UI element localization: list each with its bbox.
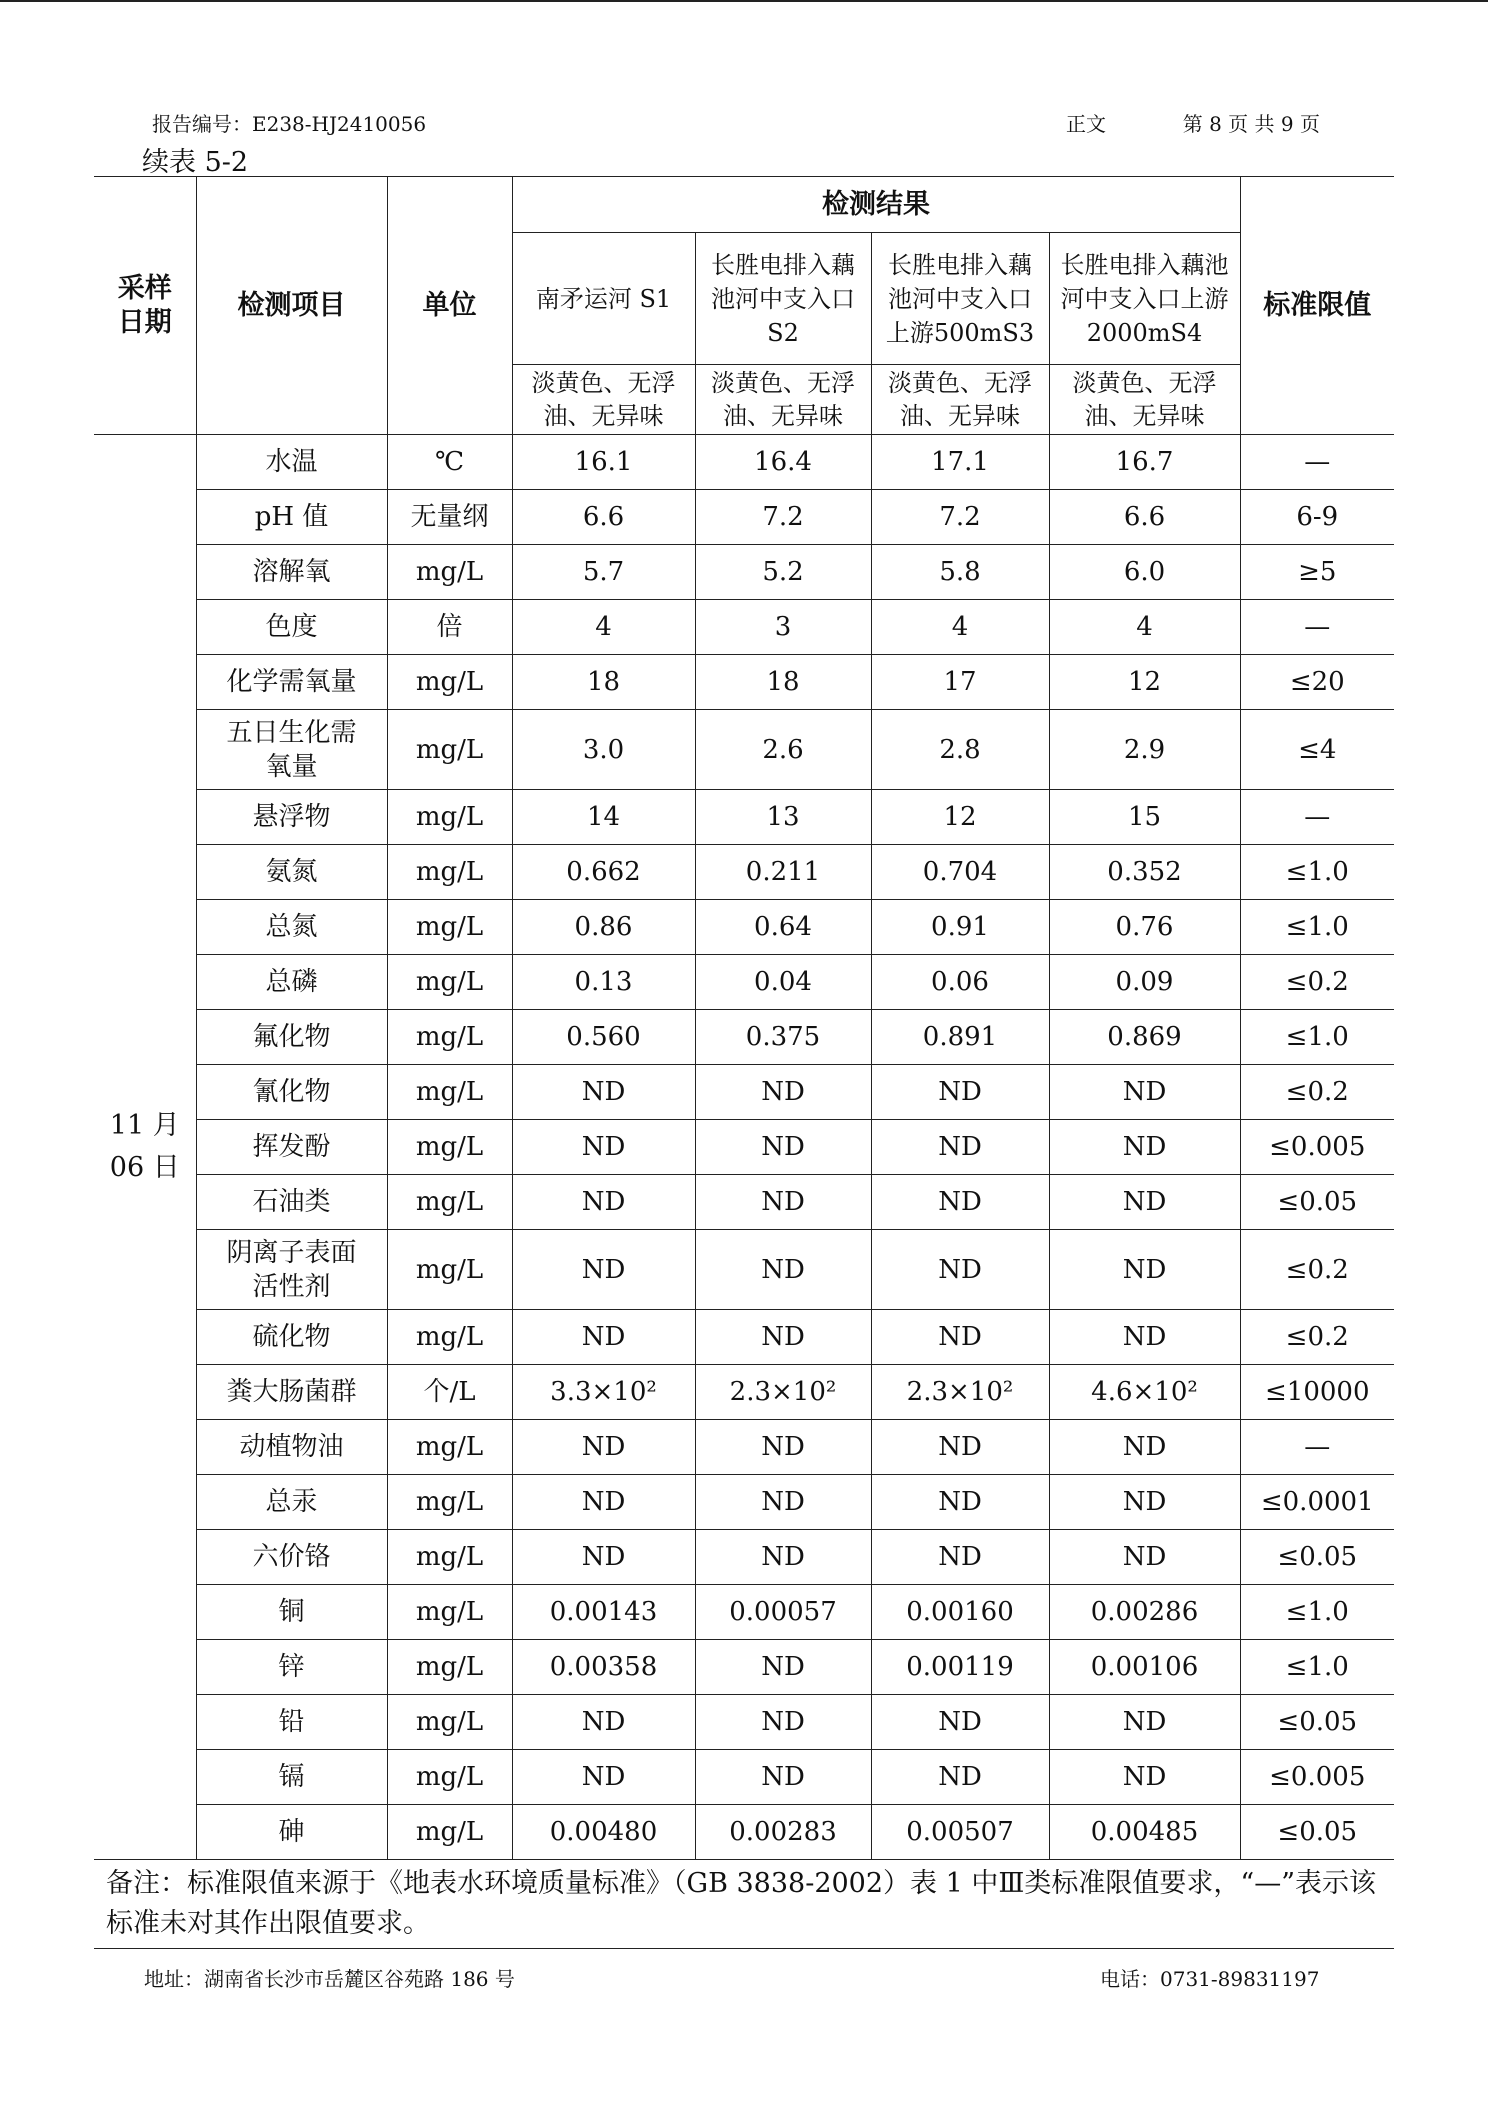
value-cell-s2: 3 xyxy=(695,600,871,655)
table-row xyxy=(94,1420,1394,1475)
value-cell-s2: 2.3×10² xyxy=(695,1365,871,1420)
value-cell-s4: 4.6×10² xyxy=(1049,1365,1240,1420)
value-cell-s2: ND xyxy=(695,1640,871,1695)
unit-cell: 个/L xyxy=(387,1365,512,1420)
table-title: 续表 5-2 xyxy=(142,147,249,178)
section-label: 正文 xyxy=(1066,112,1106,136)
results-table xyxy=(94,176,1394,1949)
table-row xyxy=(94,845,1394,900)
table-row xyxy=(94,710,1394,790)
item-cell: 锌 xyxy=(196,1640,387,1695)
table-row xyxy=(94,955,1394,1010)
unit-cell: mg/L xyxy=(387,710,512,790)
table-row xyxy=(94,655,1394,710)
value-cell-s3: 0.06 xyxy=(871,955,1049,1010)
value-cell-s2: ND xyxy=(695,1530,871,1585)
unit-cell: mg/L xyxy=(387,545,512,600)
table-row xyxy=(94,1475,1394,1530)
limit-cell: ≤0.005 xyxy=(1240,1750,1394,1805)
value-cell-s2: ND xyxy=(695,1475,871,1530)
item-cell: 化学需氧量 xyxy=(196,655,387,710)
value-cell-s1: 0.00143 xyxy=(512,1585,695,1640)
table-row xyxy=(94,1530,1394,1585)
item-cell: 色度 xyxy=(196,600,387,655)
header-limit: 标准限值 xyxy=(1240,177,1394,435)
page-top-rule xyxy=(0,0,1488,2)
value-cell-s2: ND xyxy=(695,1175,871,1230)
value-cell-s2: 5.2 xyxy=(695,545,871,600)
value-cell-s4: 0.09 xyxy=(1049,955,1240,1010)
item-cell: 粪大肠菌群 xyxy=(196,1365,387,1420)
table-row xyxy=(94,435,1394,490)
footer-phone: 电话：0731-89831197 xyxy=(1100,1967,1320,1991)
value-cell-s2: ND xyxy=(695,1695,871,1750)
unit-cell: mg/L xyxy=(387,1230,512,1310)
unit-cell: mg/L xyxy=(387,1420,512,1475)
value-cell-s4: 16.7 xyxy=(1049,435,1240,490)
value-cell-s2: ND xyxy=(695,1310,871,1365)
value-cell-s3: ND xyxy=(871,1475,1049,1530)
page-header-right xyxy=(1066,108,1320,137)
unit-cell: ℃ xyxy=(387,435,512,490)
value-cell-s2: 2.6 xyxy=(695,710,871,790)
value-cell-s4: ND xyxy=(1049,1530,1240,1585)
value-cell-s4: 2.9 xyxy=(1049,710,1240,790)
value-cell-s1: 0.00358 xyxy=(512,1640,695,1695)
item-cell: 水温 xyxy=(196,435,387,490)
value-cell-s2: 0.375 xyxy=(695,1010,871,1065)
value-cell-s1: 5.7 xyxy=(512,545,695,600)
item-cell: 总磷 xyxy=(196,955,387,1010)
value-cell-s3: 7.2 xyxy=(871,490,1049,545)
table-row xyxy=(94,490,1394,545)
limit-cell: ≤0.0001 xyxy=(1240,1475,1394,1530)
value-cell-s4: 15 xyxy=(1049,790,1240,845)
limit-cell: — xyxy=(1240,1420,1394,1475)
value-cell-s1: 16.1 xyxy=(512,435,695,490)
header-unit: 单位 xyxy=(387,177,512,435)
value-cell-s1: 14 xyxy=(512,790,695,845)
value-cell-s1: 3.3×10² xyxy=(512,1365,695,1420)
value-cell-s1: ND xyxy=(512,1530,695,1585)
unit-cell: mg/L xyxy=(387,1175,512,1230)
item-cell: 氰化物 xyxy=(196,1065,387,1120)
item-cell: 悬浮物 xyxy=(196,790,387,845)
report-number: 报告编号：E238-HJ2410056 xyxy=(152,112,427,136)
limit-cell: — xyxy=(1240,790,1394,845)
value-cell-s1: ND xyxy=(512,1065,695,1120)
value-cell-s1: ND xyxy=(512,1230,695,1310)
value-cell-s3: ND xyxy=(871,1310,1049,1365)
item-cell: pH 值 xyxy=(196,490,387,545)
value-cell-s3: 17 xyxy=(871,655,1049,710)
value-cell-s3: 5.8 xyxy=(871,545,1049,600)
site-s4: 长胜电排入藕池河中支入口上游 2000mS4 xyxy=(1049,233,1240,365)
value-cell-s1: ND xyxy=(512,1175,695,1230)
table-row xyxy=(94,600,1394,655)
value-cell-s2: ND xyxy=(695,1420,871,1475)
value-cell-s3: ND xyxy=(871,1530,1049,1585)
site-s3: 长胜电排入藕池河中支入口上游500mS3 xyxy=(871,233,1049,365)
limit-cell: ≤4 xyxy=(1240,710,1394,790)
value-cell-s4: 6.0 xyxy=(1049,545,1240,600)
value-cell-s3: 0.00507 xyxy=(871,1805,1049,1860)
value-cell-s3: ND xyxy=(871,1065,1049,1120)
results-table-wrapper xyxy=(94,176,1394,1949)
site-s1: 南矛运河 S1 xyxy=(512,233,695,365)
site-s4-description: 淡黄色、无浮油、无异味 xyxy=(1049,365,1240,435)
table-row xyxy=(94,790,1394,845)
footer-address: 地址：湖南省长沙市岳麓区谷苑路 186 号 xyxy=(144,1967,515,1991)
unit-cell: mg/L xyxy=(387,1310,512,1365)
value-cell-s4: 0.00286 xyxy=(1049,1585,1240,1640)
value-cell-s2: ND xyxy=(695,1065,871,1120)
value-cell-s3: 0.704 xyxy=(871,845,1049,900)
sampling-date-cell: 11 月 06 日 xyxy=(94,435,196,1860)
value-cell-s2: 7.2 xyxy=(695,490,871,545)
value-cell-s1: ND xyxy=(512,1120,695,1175)
unit-cell: mg/L xyxy=(387,1750,512,1805)
limit-cell: ≤0.2 xyxy=(1240,1310,1394,1365)
value-cell-s4: ND xyxy=(1049,1695,1240,1750)
value-cell-s2: 16.4 xyxy=(695,435,871,490)
value-cell-s1: 0.560 xyxy=(512,1010,695,1065)
table-row xyxy=(94,1695,1394,1750)
table-row xyxy=(94,1310,1394,1365)
unit-cell: mg/L xyxy=(387,1695,512,1750)
limit-cell: ≤0.2 xyxy=(1240,1230,1394,1310)
limit-cell: ≤0.2 xyxy=(1240,955,1394,1010)
item-cell: 总汞 xyxy=(196,1475,387,1530)
unit-cell: mg/L xyxy=(387,1585,512,1640)
value-cell-s3: 17.1 xyxy=(871,435,1049,490)
unit-cell: mg/L xyxy=(387,1640,512,1695)
item-cell: 铜 xyxy=(196,1585,387,1640)
limit-cell: 6-9 xyxy=(1240,490,1394,545)
site-s1-description: 淡黄色、无浮油、无异味 xyxy=(512,365,695,435)
table-row xyxy=(94,1365,1394,1420)
value-cell-s4: 4 xyxy=(1049,600,1240,655)
item-cell: 六价铬 xyxy=(196,1530,387,1585)
value-cell-s1: ND xyxy=(512,1475,695,1530)
item-cell: 石油类 xyxy=(196,1175,387,1230)
limit-cell: ≤1.0 xyxy=(1240,900,1394,955)
value-cell-s2: ND xyxy=(695,1120,871,1175)
value-cell-s1: 6.6 xyxy=(512,490,695,545)
value-cell-s1: ND xyxy=(512,1420,695,1475)
value-cell-s2: ND xyxy=(695,1230,871,1310)
value-cell-s2: 0.64 xyxy=(695,900,871,955)
table-row xyxy=(94,900,1394,955)
unit-cell: mg/L xyxy=(387,655,512,710)
value-cell-s4: ND xyxy=(1049,1310,1240,1365)
item-cell: 动植物油 xyxy=(196,1420,387,1475)
site-s2: 长胜电排入藕池河中支入口 S2 xyxy=(695,233,871,365)
value-cell-s4: ND xyxy=(1049,1230,1240,1310)
value-cell-s1: 3.0 xyxy=(512,710,695,790)
value-cell-s4: 12 xyxy=(1049,655,1240,710)
limit-cell: ≤0.05 xyxy=(1240,1695,1394,1750)
value-cell-s4: ND xyxy=(1049,1065,1240,1120)
value-cell-s3: 0.891 xyxy=(871,1010,1049,1065)
table-row xyxy=(94,1640,1394,1695)
value-cell-s3: ND xyxy=(871,1750,1049,1805)
limit-cell: ≤0.005 xyxy=(1240,1120,1394,1175)
value-cell-s3: 4 xyxy=(871,600,1049,655)
value-cell-s3: 0.00160 xyxy=(871,1585,1049,1640)
value-cell-s3: ND xyxy=(871,1420,1049,1475)
limit-cell: ≤0.05 xyxy=(1240,1530,1394,1585)
item-cell: 硫化物 xyxy=(196,1310,387,1365)
limit-cell: ≥5 xyxy=(1240,545,1394,600)
item-cell: 氨氮 xyxy=(196,845,387,900)
value-cell-s4: ND xyxy=(1049,1120,1240,1175)
value-cell-s3: 2.8 xyxy=(871,710,1049,790)
limit-cell: ≤1.0 xyxy=(1240,1585,1394,1640)
value-cell-s4: 6.6 xyxy=(1049,490,1240,545)
value-cell-s3: 2.3×10² xyxy=(871,1365,1049,1420)
unit-cell: mg/L xyxy=(387,955,512,1010)
table-row xyxy=(94,1750,1394,1805)
header-results: 检测结果 xyxy=(512,177,1240,233)
item-cell: 总氮 xyxy=(196,900,387,955)
limit-cell: ≤10000 xyxy=(1240,1365,1394,1420)
value-cell-s1: 4 xyxy=(512,600,695,655)
results-table-body xyxy=(94,435,1394,1860)
item-cell: 阴离子表面活性剂 xyxy=(196,1230,387,1310)
value-cell-s4: 0.00106 xyxy=(1049,1640,1240,1695)
value-cell-s4: ND xyxy=(1049,1420,1240,1475)
value-cell-s1: ND xyxy=(512,1695,695,1750)
unit-cell: mg/L xyxy=(387,845,512,900)
value-cell-s4: 0.00485 xyxy=(1049,1805,1240,1860)
value-cell-s2: 0.04 xyxy=(695,955,871,1010)
limit-cell: ≤0.05 xyxy=(1240,1175,1394,1230)
table-row xyxy=(94,1010,1394,1065)
value-cell-s2: 13 xyxy=(695,790,871,845)
site-s2-description: 淡黄色、无浮油、无异味 xyxy=(695,365,871,435)
value-cell-s3: 0.91 xyxy=(871,900,1049,955)
unit-cell: mg/L xyxy=(387,1475,512,1530)
value-cell-s3: ND xyxy=(871,1120,1049,1175)
value-cell-s1: 18 xyxy=(512,655,695,710)
limit-cell: ≤0.05 xyxy=(1240,1805,1394,1860)
table-row xyxy=(94,1120,1394,1175)
value-cell-s2: 18 xyxy=(695,655,871,710)
table-row xyxy=(94,1065,1394,1120)
unit-cell: mg/L xyxy=(387,1120,512,1175)
item-cell: 铅 xyxy=(196,1695,387,1750)
limit-cell: — xyxy=(1240,600,1394,655)
unit-cell: mg/L xyxy=(387,1065,512,1120)
item-cell: 氟化物 xyxy=(196,1010,387,1065)
value-cell-s2: 0.00283 xyxy=(695,1805,871,1860)
limit-cell: ≤1.0 xyxy=(1240,845,1394,900)
item-cell: 砷 xyxy=(196,1805,387,1860)
table-note: 备注：标准限值来源于《地表水环境质量标准》（GB 3838-2002）表 1 中Ⅲ类标准限值要求，“—”表示该标准未对其作出限值要求。 xyxy=(94,1860,1394,1949)
header-sampling-date: 采样日期 xyxy=(94,177,196,435)
value-cell-s3: ND xyxy=(871,1695,1049,1750)
unit-cell: mg/L xyxy=(387,1530,512,1585)
value-cell-s3: 0.00119 xyxy=(871,1640,1049,1695)
unit-cell: mg/L xyxy=(387,1010,512,1065)
item-cell: 五日生化需氧量 xyxy=(196,710,387,790)
value-cell-s1: 0.13 xyxy=(512,955,695,1010)
value-cell-s4: 0.76 xyxy=(1049,900,1240,955)
item-cell: 镉 xyxy=(196,1750,387,1805)
value-cell-s4: ND xyxy=(1049,1475,1240,1530)
item-cell: 挥发酚 xyxy=(196,1120,387,1175)
unit-cell: 无量纲 xyxy=(387,490,512,545)
table-row xyxy=(94,1175,1394,1230)
table-row xyxy=(94,1585,1394,1640)
table-row xyxy=(94,1230,1394,1310)
value-cell-s4: ND xyxy=(1049,1175,1240,1230)
page-number: 第 8 页 共 9 页 xyxy=(1182,112,1320,136)
value-cell-s1: 0.86 xyxy=(512,900,695,955)
limit-cell: ≤0.2 xyxy=(1240,1065,1394,1120)
value-cell-s4: 0.352 xyxy=(1049,845,1240,900)
value-cell-s1: ND xyxy=(512,1750,695,1805)
value-cell-s3: ND xyxy=(871,1175,1049,1230)
value-cell-s1: 0.00480 xyxy=(512,1805,695,1860)
value-cell-s2: ND xyxy=(695,1750,871,1805)
unit-cell: 倍 xyxy=(387,600,512,655)
header-item: 检测项目 xyxy=(196,177,387,435)
value-cell-s3: ND xyxy=(871,1230,1049,1310)
value-cell-s4: ND xyxy=(1049,1750,1240,1805)
item-cell: 溶解氧 xyxy=(196,545,387,600)
table-row xyxy=(94,1805,1394,1860)
value-cell-s1: 0.662 xyxy=(512,845,695,900)
value-cell-s1: ND xyxy=(512,1310,695,1365)
value-cell-s2: 0.00057 xyxy=(695,1585,871,1640)
site-s3-description: 淡黄色、无浮油、无异味 xyxy=(871,365,1049,435)
unit-cell: mg/L xyxy=(387,1805,512,1860)
value-cell-s3: 12 xyxy=(871,790,1049,845)
limit-cell: ≤1.0 xyxy=(1240,1010,1394,1065)
value-cell-s2: 0.211 xyxy=(695,845,871,900)
value-cell-s4: 0.869 xyxy=(1049,1010,1240,1065)
table-row xyxy=(94,545,1394,600)
limit-cell: ≤20 xyxy=(1240,655,1394,710)
limit-cell: — xyxy=(1240,435,1394,490)
unit-cell: mg/L xyxy=(387,900,512,955)
limit-cell: ≤1.0 xyxy=(1240,1640,1394,1695)
unit-cell: mg/L xyxy=(387,790,512,845)
